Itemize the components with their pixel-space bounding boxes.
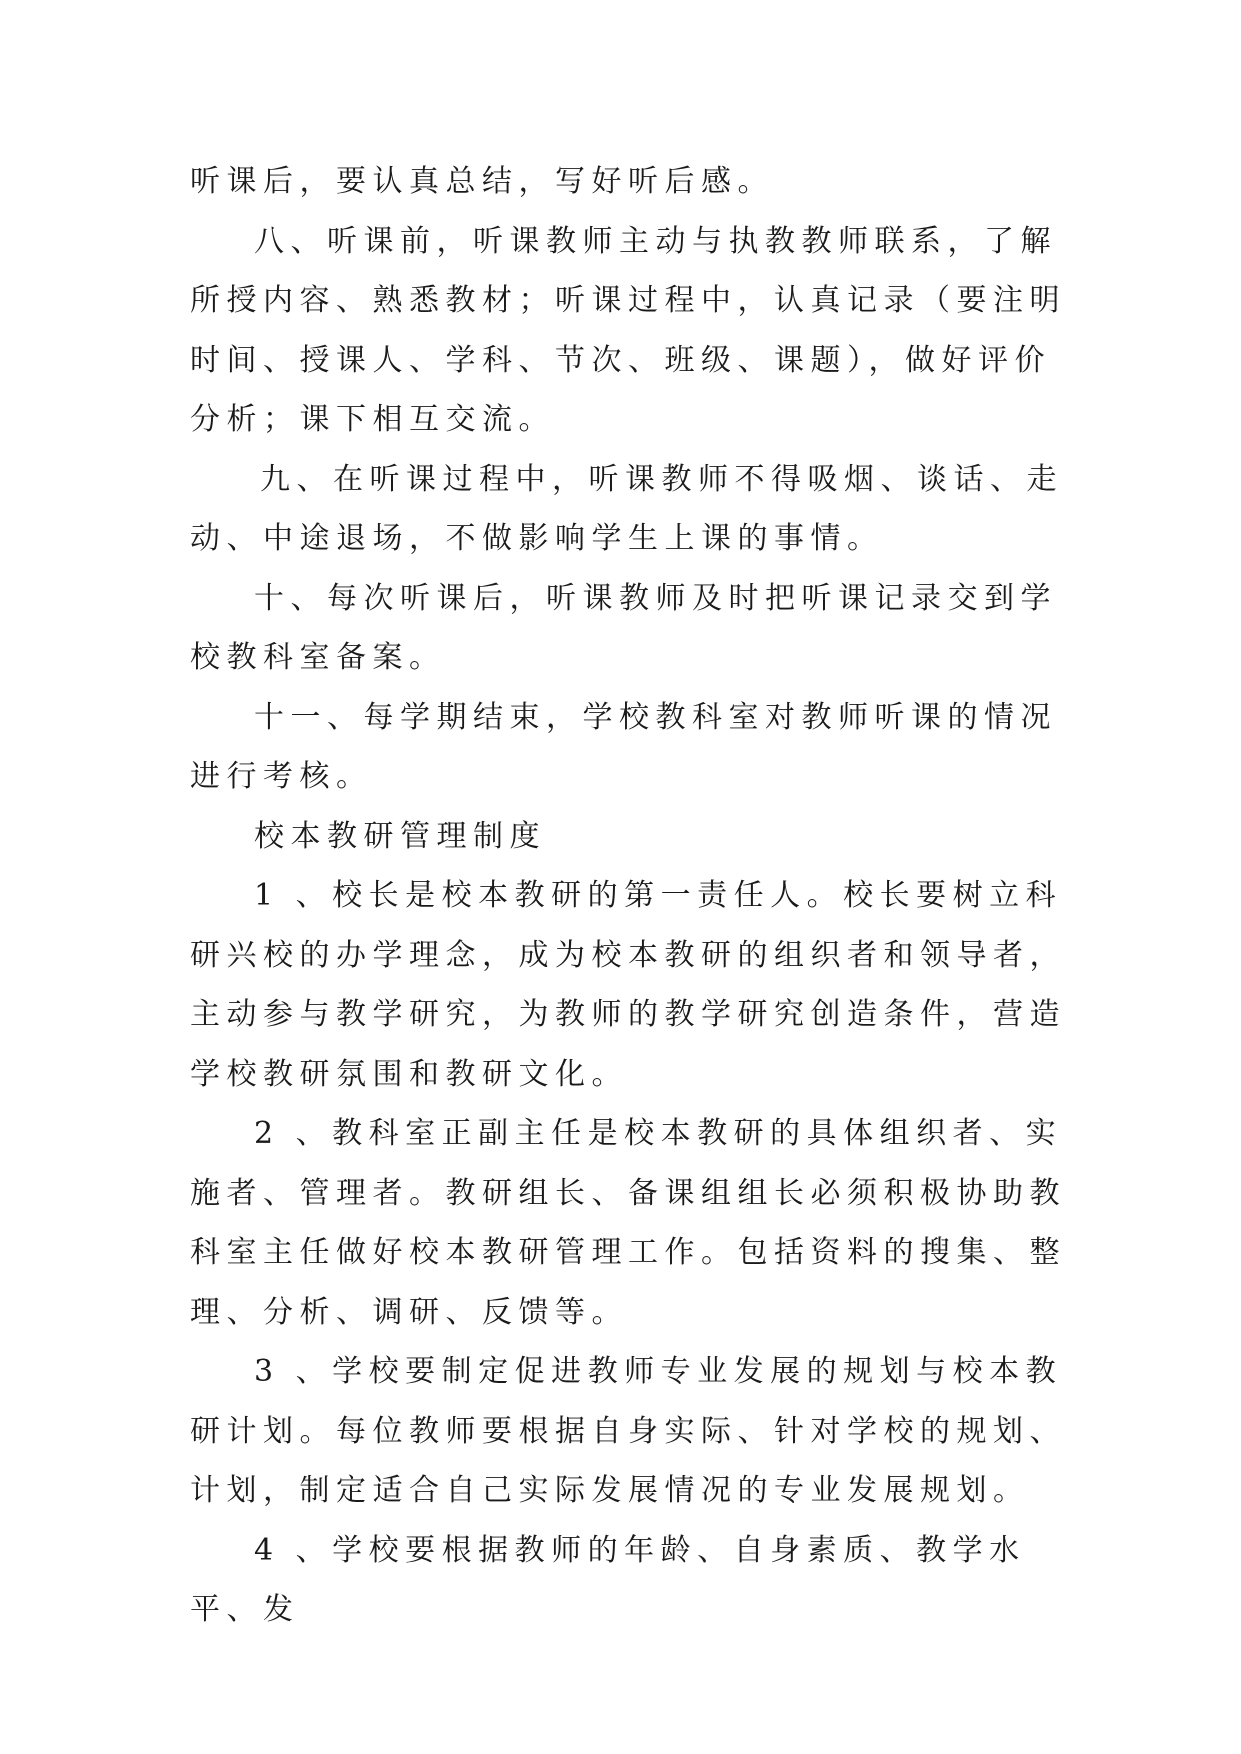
paragraph-item-10: 十、每次听课后，听课教师及时把听课记录交到学校教科室备案。 — [190, 580, 1057, 675]
paragraph-rule-4: 4 、学校要根据教师的年龄、自身素质、教学水平、发 — [190, 1532, 1026, 1627]
paragraph-item-8: 八、听课前，听课教师主动与执教教师联系，了解所授内容、熟悉教材；听课过程中，认真记录（要注明时间、授课人、学科、节次、班级、课题），做好评价分析；课下相互交流。 — [190, 223, 1066, 437]
document-body — [190, 152, 1070, 1640]
paragraph-item-9: 九、在听课过程中，听课教师不得吸烟、谈话、走动、中途退场，不做影响学生上课的事情。 — [190, 461, 1063, 556]
paragraph-item-11: 十一、每学期结束，学校教科室对教师听课的情况进行考核。 — [190, 699, 1057, 794]
paragraph-rule-1: 1 、校长是校本教研的第一责任人。校长要树立科研兴校的办学理念，成为校本教研的组织者和领导者，主动参与教学研究，为教师的教学研究创造条件，营造学校教研氛围和教研文化。 — [190, 878, 1066, 1092]
section-heading: 校本教研管理制度 — [254, 818, 546, 854]
paragraph-rule-3: 3 、学校要制定促进教师专业发展的规划与校本教研计划。每位教师要根据自身实际、针对学校的规划、计划，制定适合自己实际发展情况的专业发展规划。 — [190, 1354, 1066, 1508]
paragraph-rule-2: 2 、教科室正副主任是校本教研的具体组织者、实施者、管理者。教研组长、备课组组长必须积极协助教科室主任做好校本教研管理工作。包括资料的搜集、整理、分析、调研、反馈等。 — [190, 1116, 1066, 1330]
paragraph-continuation: 听课后，要认真总结，写好听后感。 — [190, 164, 774, 199]
